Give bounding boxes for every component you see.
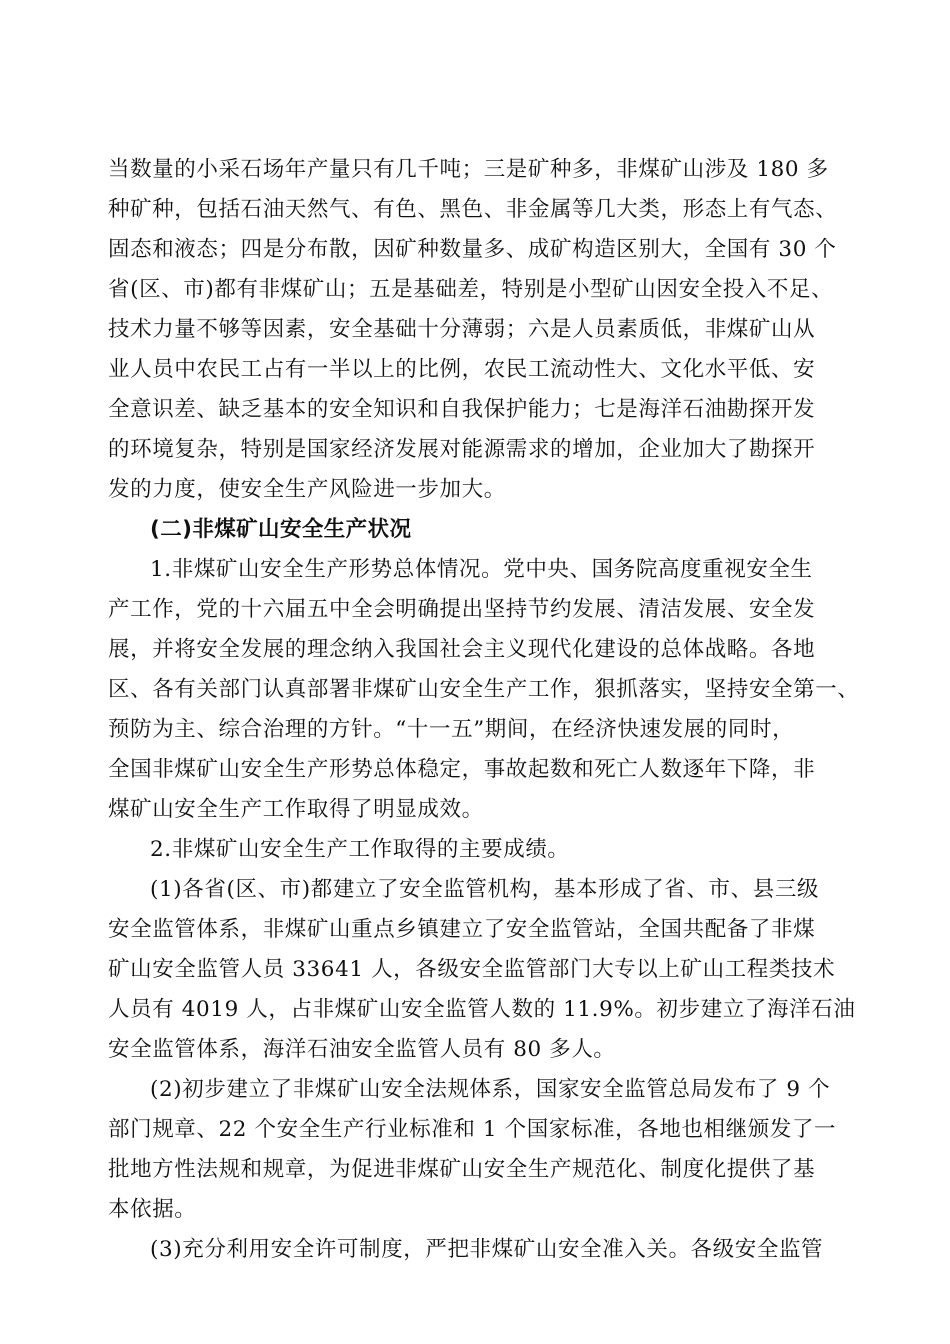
body-text-line: 矿山安全监管人员 33641 人，各级安全监管部门大专以上矿山工程类技术 — [108, 957, 836, 982]
body-text-line: 预防为主、综合治理的方针。“十一五”期间，在经济快速发展的同时， — [108, 717, 795, 742]
body-text-line: 发的力度，使安全生产风险进一步加大。 — [108, 477, 506, 502]
body-text-line: 全意识差、缺乏基本的安全知识和自我保护能力；七是海洋石油勘探开发 — [108, 397, 816, 422]
section-heading: (二)非煤矿山安全生产状况 — [150, 517, 412, 542]
body-text-line: 区、各有关部门认真部署非煤矿山安全生产工作，狠抓落实，坚持安全第一、 — [108, 677, 860, 702]
body-text-line: 人员有 4019 人，占非煤矿山安全监管人数的 11.9%。初步建立了海洋石油 — [108, 997, 856, 1022]
body-text-line: 安全监管体系，非煤矿山重点乡镇建立了安全监管站，全国共配备了非煤 — [108, 917, 816, 942]
paragraph-first-line: (3)充分利用安全许可制度，严把非煤矿山安全准入关。各级安全监管 — [150, 1237, 824, 1262]
body-text-line: 种矿种，包括石油天然气、有色、黑色、非金属等几大类，形态上有气态、 — [108, 197, 838, 222]
body-text-line: 本依据。 — [108, 1197, 197, 1222]
body-text-line: 煤矿山安全生产工作取得了明显成效。 — [108, 797, 484, 822]
paragraph-first-line: (2)初步建立了非煤矿山安全法规体系，国家安全监管总局发布了 9 个 — [150, 1077, 831, 1102]
body-text-line: 部门规章、22 个安全生产行业标准和 1 个国家标准，各地也相继颁发了一 — [108, 1117, 837, 1142]
body-text-line: 安全监管体系，海洋石油安全监管人员有 80 多人。 — [108, 1037, 616, 1062]
body-text-line: 全国非煤矿山安全生产形势总体稳定，事故起数和死亡人数逐年下降，非 — [108, 757, 816, 782]
body-text-line: 展，并将安全发展的理念纳入我国社会主义现代化建设的总体战略。各地 — [108, 637, 816, 662]
body-text-line: 的环境复杂，特别是国家经济发展对能源需求的增加，企业加大了勘探开 — [108, 437, 816, 462]
body-text-line: 固态和液态；四是分布散，因矿种数量多、成矿构造区别大，全国有 30 个 — [108, 237, 837, 262]
body-text-line: 省(区、市)都有非煤矿山；五是基础差，特别是小型矿山因安全投入不足、 — [108, 277, 834, 302]
body-text-line: 业人员中农民工占有一半以上的比例，农民工流动性大、文化水平低、安 — [108, 357, 816, 382]
body-text-line: 技术力量不够等因素，安全基础十分薄弱；六是人员素质低，非煤矿山从 — [108, 317, 816, 342]
paragraph-first-line: 2.非煤矿山安全生产工作取得的主要成绩。 — [150, 837, 570, 862]
paragraph-first-line: 1.非煤矿山安全生产形势总体情况。党中央、国务院高度重视安全生 — [150, 557, 813, 582]
body-text-line: 产工作，党的十六届五中全会明确提出坚持节约发展、清洁发展、安全发 — [108, 597, 816, 622]
body-text-line: 当数量的小采石场年产量只有几千吨；三是矿种多，非煤矿山涉及 180 多 — [108, 157, 829, 182]
paragraph-first-line: (1)各省(区、市)都建立了安全监管机构，基本形成了省、市、县三级 — [150, 877, 820, 902]
body-text-line: 批地方性法规和规章，为促进非煤矿山安全生产规范化、制度化提供了基 — [108, 1157, 816, 1182]
